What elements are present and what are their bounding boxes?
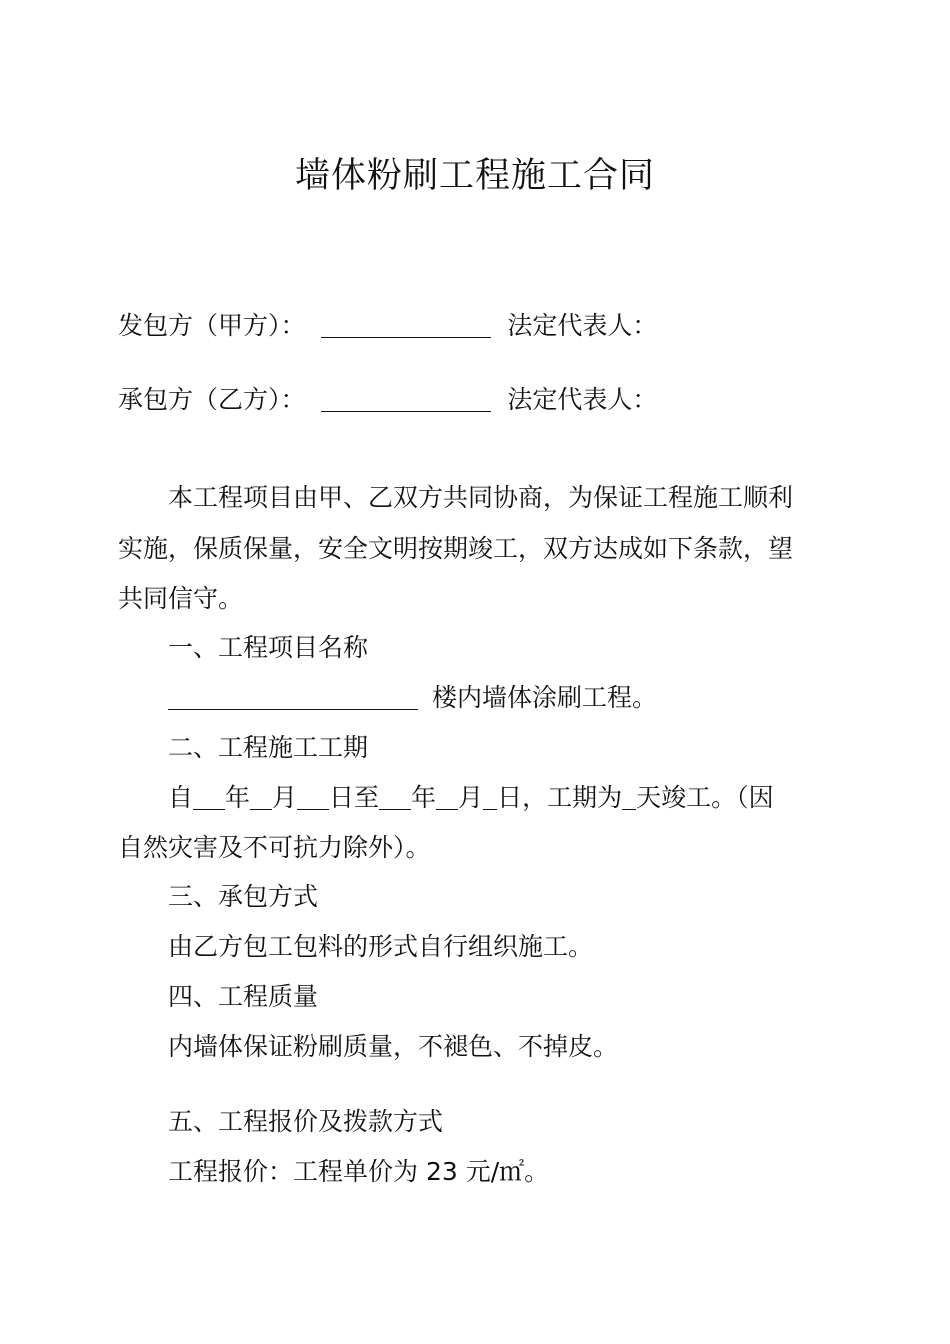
end-month-label: 月: [458, 783, 484, 812]
end-year-label: 年: [411, 783, 437, 812]
end-year-blank: [379, 785, 411, 810]
party-b-legal-rep-label: 法定代表人：: [507, 385, 658, 414]
party-a-blank: [321, 313, 491, 338]
party-a-line: [118, 310, 657, 342]
start-month-label: 月: [272, 783, 298, 812]
intro-line-3: 共同信守。: [118, 584, 244, 613]
period-from: 自: [168, 783, 194, 812]
start-year-label: 年: [225, 783, 251, 812]
intro-line-1: 本工程项目由甲、乙双方共同协商，为保证工程施工顺利: [168, 483, 794, 512]
intro-line-2: 实施，保质保量，安全文明按期竣工，双方达成如下条款，望: [118, 534, 794, 563]
section-4-text: 内墙体保证粉刷质量，不褪色、不掉皮。: [168, 1032, 619, 1061]
end-month-blank: [436, 785, 458, 810]
start-year-blank: [193, 785, 225, 810]
section-1-content: [168, 682, 657, 714]
party-b-line: [118, 384, 657, 416]
section-2-heading: 二、工程施工工期: [168, 733, 369, 762]
party-b-label: 承包方（乙方）：: [118, 385, 306, 414]
end-day-period-label: 日，工期为: [497, 783, 623, 812]
section-3-heading: 三、承包方式: [168, 882, 319, 911]
section-5-text: 工程报价：工程单价为 23 元/㎡。: [168, 1157, 550, 1186]
project-name-blank: [168, 685, 418, 710]
project-name-suffix: 楼内墙体涂刷工程。: [431, 683, 657, 712]
section-4-heading: 四、工程质量: [168, 982, 319, 1011]
party-a-label: 发包方（甲方）：: [118, 311, 306, 340]
end-day-blank: [483, 785, 497, 810]
section-2-period-line: [168, 782, 774, 814]
section-3-text: 由乙方包工包料的形式自行组织施工。: [168, 932, 594, 961]
contract-title: 墙体粉刷工程施工合同: [294, 156, 655, 196]
duration-days-blank: [622, 785, 636, 810]
duration-days-end: 天竣工。（因: [636, 783, 774, 812]
start-day-blank: [297, 785, 329, 810]
party-a-legal-rep-label: 法定代表人：: [507, 311, 658, 340]
section-5-heading: 五、工程报价及拨款方式: [168, 1107, 444, 1136]
section-1-heading: 一、工程项目名称: [168, 633, 369, 662]
section-2-line-2: 自然灾害及不可抗力除外）。: [118, 833, 431, 862]
party-b-blank: [321, 387, 491, 412]
start-month-blank: [250, 785, 272, 810]
start-day-to-label: 日至: [329, 783, 380, 812]
